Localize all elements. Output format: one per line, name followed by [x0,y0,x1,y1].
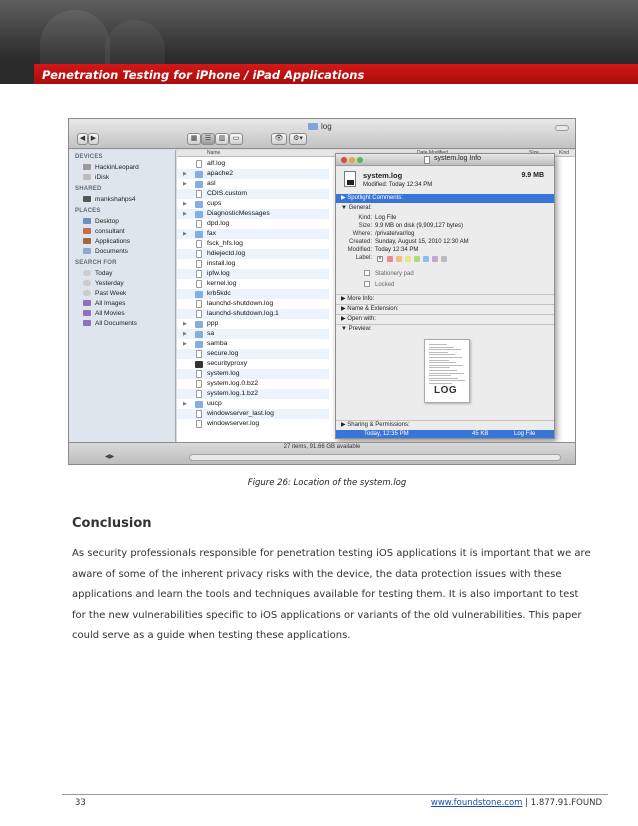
document-icon [196,190,202,198]
file-row[interactable] [177,179,329,189]
file-row[interactable] [177,279,329,289]
document-title: Penetration Testing for iPhone / iPad Applications [42,68,365,82]
file-row[interactable] [177,359,329,369]
row-kind: Log File [514,431,536,437]
desktop-icon [83,218,91,224]
preview-text-line [429,347,454,348]
column-view-button[interactable]: ▥ [215,133,229,145]
sidebar-item-past-week[interactable]: Past Week [83,289,126,298]
document-icon [196,270,202,278]
finder-sidebar [69,150,176,443]
applications-icon [83,238,91,244]
file-name: alf.log [207,160,226,167]
list-view-button[interactable]: ☰ [201,133,215,145]
preview-text-line [429,373,464,374]
preview-section[interactable]: ▼ Preview: [336,324,554,333]
preview-text-line [429,360,449,361]
idisk-icon [83,174,91,180]
file-row[interactable] [177,239,329,249]
disclosure-triangle-icon[interactable]: ▶ [183,331,187,337]
file-name: krb5kdc [207,290,231,297]
file-row[interactable] [177,249,329,259]
preview-text-line [429,352,448,353]
file-name: fsck_hfs.log [207,240,243,247]
document-icon [196,390,202,398]
file-name: launchd-shutdown.log.1 [207,310,279,317]
preview-label: LOG [434,385,458,396]
file-row[interactable] [177,419,329,429]
file-name: cups [207,200,222,207]
log-preview-thumbnail [424,339,470,403]
file-name: uucp [207,400,222,407]
preview-text-line [429,378,458,379]
sidebar-item-all-documents[interactable]: All Documents [83,319,137,328]
file-row[interactable] [177,349,329,359]
folder-icon [195,291,203,298]
open-with-section[interactable]: ▶ Open with: [336,314,554,323]
preview-text-line [429,349,461,350]
sidebar-item-yesterday[interactable]: Yesterday [83,279,124,288]
file-row[interactable] [177,329,329,339]
file-name: apache2 [207,170,234,177]
file-row[interactable] [177,159,329,169]
file-row[interactable] [177,169,329,179]
general-section[interactable]: ▼ General: [341,205,372,211]
file-name: kernel.log [207,280,237,287]
label-color-swatch[interactable] [414,256,420,262]
file-name: hdiejectd.log [207,250,246,257]
sidebar-item-consultant[interactable]: consultant [83,227,125,236]
label-color-swatch[interactable] [432,256,438,262]
folder-icon [195,231,203,238]
quick-look-button[interactable]: 👁 [271,133,287,145]
section-heading: Conclusion [72,516,152,531]
document-icon [196,220,202,228]
preview-text-line [429,365,463,366]
preview-text-line [429,357,462,358]
file-row[interactable] [177,189,329,199]
sidebar-item-all-images[interactable]: All Images [83,299,125,308]
file-name: ipfw.log [207,270,230,277]
stationery-checkbox[interactable]: Stationery pad [364,270,414,277]
preview-text-line [429,354,455,355]
label-color-swatch[interactable] [405,256,411,262]
document-icon [196,350,202,358]
label-none-swatch[interactable]: × [378,256,382,262]
disclosure-triangle-icon[interactable]: ▶ [183,401,187,407]
conclusion-paragraph: As security professionals responsible for penetration testing iOS applications it is important that we are aware of some of the inherent privacy risks with the device, the data protection issues with these applications and learn the tools and techniques available for testing them. It is also important to test for the new vulnerabilities specific to iOS applications or variants of the old vulnerabilities. This paper could serve as a guide when testing these applications. [72,548,591,642]
status-bar [69,442,575,464]
document-icon [196,410,202,418]
document-icon [196,240,202,248]
row-date: Today, 12:35 PM [364,431,409,437]
smart-folder-icon [83,310,91,316]
disclosure-triangle-icon[interactable]: ▶ [183,171,187,177]
locked-checkbox[interactable]: Locked [364,281,394,288]
file-row[interactable] [177,409,329,419]
sidebar-heading-devices: DEVICES [75,154,103,160]
modified-row: Modified: Today 12:34 PM [347,247,419,253]
label-color-swatch[interactable] [423,256,429,262]
document-icon [196,310,202,318]
disclosure-triangle-icon[interactable]: ▶ [183,201,187,207]
window-title: log [321,122,332,131]
info-panel [335,153,555,439]
folder-icon [195,171,203,178]
file-row[interactable] [177,399,329,409]
disclosure-triangle-icon[interactable]: ▶ [183,231,187,237]
document-icon [196,250,202,258]
folder-icon [195,341,203,348]
file-icon [424,156,430,164]
file-name: DiagnosticMessages [207,210,270,217]
where-row: Where: /private/var/log [352,231,415,237]
file-row[interactable] [177,379,329,389]
file-name: CDIS.custom [207,190,248,197]
back-button[interactable]: ◀ [77,133,88,145]
file-name: fax [207,230,217,237]
file-name: windowserver_last.log [207,410,274,417]
label-row: Label: [355,255,372,261]
sidebar-item-documents[interactable]: Documents [83,247,128,256]
document-icon [196,380,202,388]
preview-text-line [429,375,451,376]
computer-icon [83,196,91,202]
file-name: sa [207,330,215,337]
clock-icon [83,290,91,296]
created-row: Created: Sunday, August 15, 2010 12:30 AM [348,239,469,245]
info-size-short: 9.9 MB [521,172,544,179]
horizontal-scrollbar[interactable] [189,454,561,461]
document-icon [196,420,202,428]
clock-icon [83,270,91,276]
preview-text-line [429,370,457,371]
more-info-section[interactable]: ▶ More Info: [336,294,554,303]
folder-icon [308,123,318,130]
action-menu-button[interactable]: ⚙▾ [289,133,307,145]
file-row[interactable] [177,219,329,229]
window-titlebar [69,119,575,149]
sharing-permissions-section[interactable]: ▶ Sharing & Permissions: [336,420,554,429]
close-button[interactable] [341,157,347,163]
checkbox-box[interactable] [364,281,370,287]
file-row[interactable] [177,229,329,239]
folder-icon [195,211,203,218]
smart-folder-icon [83,300,91,306]
checkbox-box[interactable] [364,270,370,276]
home-icon [83,228,91,234]
preview-text-line [429,367,450,368]
disclosure-triangle-icon[interactable]: ▶ [183,211,187,217]
file-name: samba [207,340,228,347]
document-icon [196,280,202,288]
file-name: system.log.1.bz2 [207,390,258,397]
executable-icon [195,361,203,368]
minimize-button[interactable] [349,157,355,163]
file-name: system.log.0.bz2 [207,380,258,387]
column-kind[interactable]: Kind [559,150,570,156]
sidebar-heading-shared: SHARED [75,186,102,192]
file-row[interactable] [177,209,329,219]
folder-icon [195,401,203,408]
document-icon [196,160,202,168]
log-file-icon [344,171,356,187]
sidebar-item-today[interactable]: Today [83,269,112,278]
file-name: system.log [207,370,240,377]
name-extension-section[interactable]: ▶ Name & Extension: [336,304,554,313]
folder-icon [195,201,203,208]
column-name[interactable]: Name [207,150,221,156]
file-row[interactable] [177,309,329,319]
sidebar-item-hackinleopard[interactable]: HackinLeopard [83,163,139,172]
file-row[interactable] [177,339,329,349]
folder-icon [195,331,203,338]
toolbar-toggle-button[interactable] [555,125,569,131]
file-row[interactable] [177,319,329,329]
folder-icon [195,181,203,188]
forward-button[interactable]: ▶ [88,133,99,145]
label-color-swatch[interactable] [396,256,402,262]
clock-icon [83,280,91,286]
file-row[interactable] [177,199,329,209]
preview-text-line [429,362,456,363]
sidebar-item-applications[interactable]: Applications [83,237,130,246]
finder-screenshot [68,118,576,465]
coverflow-view-button[interactable]: ▭ [229,133,243,145]
website-link[interactable]: www.foundstone.com [430,798,523,808]
smart-folder-icon [83,320,91,326]
sidebar-resize-handle[interactable]: ◀▶ [105,454,115,460]
sidebar-item-idisk[interactable]: iDisk [83,173,109,182]
status-text: 27 items, 91.66 GB available [283,444,361,450]
page-number: 33 [75,798,86,808]
file-row[interactable] [177,259,329,269]
row-size: 45 KB [472,431,489,437]
header-banner [0,0,638,84]
sidebar-heading-places: PLACES [75,208,101,214]
file-name: windowserver.log [207,420,260,427]
sidebar-heading-search: SEARCH FOR [75,260,117,266]
footer-contact [431,798,602,808]
info-modified-short: Modified: Today 12:34 PM [363,182,433,188]
file-name: launchd-shutdown.log [207,300,274,307]
file-name: asl [207,180,216,187]
file-row[interactable] [177,299,329,309]
size-row: Size: 9.9 MB on disk (9,909,127 bytes) [358,223,464,229]
drive-icon [83,164,91,170]
documents-icon [83,248,91,254]
file-row[interactable] [177,369,329,379]
info-titlebar [336,154,554,166]
label-color-swatch[interactable] [441,256,447,262]
icon-view-button[interactable]: ▦ [187,133,201,145]
info-title: system.log Info [434,155,482,162]
folder-icon [195,321,203,328]
label-color-swatch[interactable] [387,256,393,262]
window-controls [341,157,365,165]
document-icon [196,300,202,308]
file-name: securityproxy [207,360,248,367]
disclosure-triangle-icon[interactable]: ▶ [183,181,187,187]
sidebar-item-desktop[interactable]: Desktop [83,217,119,226]
file-name: secure.log [207,350,239,357]
selected-row-details [336,430,554,438]
sidebar-item-mankshahps4[interactable]: mankshahps4 [83,195,135,204]
figure-caption: Figure 26: Location of the system.log [247,478,407,488]
sidebar-item-all-movies[interactable]: All Movies [83,309,125,318]
preview-text-line [429,380,465,381]
disclosure-triangle-icon[interactable]: ▶ [183,341,187,347]
file-row[interactable] [177,269,329,279]
kind-row: Kind: Log File [358,215,397,221]
file-list [177,150,576,443]
preview-text-line [429,383,452,384]
file-row[interactable] [177,289,329,299]
document-icon [196,260,202,268]
file-name: dpd.log [207,220,230,227]
disclosure-triangle-icon[interactable]: ▶ [183,321,187,327]
preview-text-line [429,344,447,345]
file-name: ppp [207,320,219,327]
phone-number: | 1.877.91.FOUND [522,798,602,808]
zoom-button[interactable] [357,157,363,163]
document-icon [196,370,202,378]
file-row[interactable] [177,389,329,399]
file-name: install.log [207,260,236,267]
footer-divider [62,794,608,795]
info-file-name: system.log [363,171,403,180]
spotlight-comments-section[interactable]: ▶ Spotlight Comments: [336,194,554,203]
